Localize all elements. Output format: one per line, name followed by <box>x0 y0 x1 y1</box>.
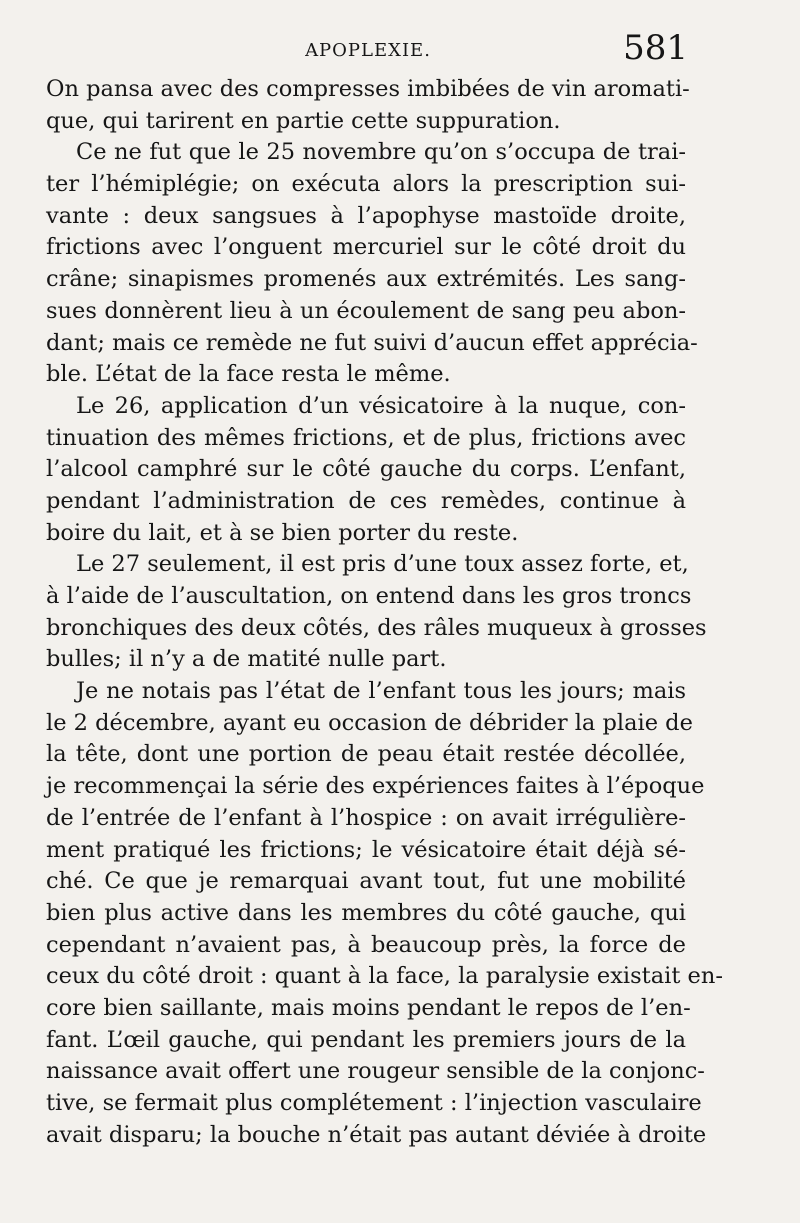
text-line: je recommençai la série des expériences faites à l’époque <box>46 773 705 800</box>
text-line: à l’aide de l’auscultation, on entend dans les gros troncs <box>46 583 692 609</box>
text-line: avait disparu; la bouche n’était pas autant déviée à droite <box>46 1121 707 1148</box>
page-header <box>48 26 688 70</box>
text-line: tinuation des mêmes frictions, et de plus, frictions avec <box>46 424 686 451</box>
text-line: Le 27 seulement, il est pris d’une toux assez forte, et, <box>76 551 689 578</box>
text-line: Ce ne fut que le 25 novembre qu’on s’occupa de trai- <box>76 139 686 166</box>
text-line: vante : deux sangsues à l’apophyse mastoïde droite, <box>46 202 686 229</box>
text-line: bronchiques des deux côtés, des râles muqueux à grosses <box>46 614 707 641</box>
text-line: fant. L’œil gauche, qui pendant les premiers jours de la <box>46 1026 686 1053</box>
text-line: de l’entrée de l’enfant à l’hospice : on avait irrégulière- <box>46 804 686 831</box>
text-line: ter l’hémiplégie; on exécuta alors la prescription sui- <box>46 171 686 198</box>
text-line: Je ne notais pas l’état de l’enfant tous les jours; mais <box>76 678 686 705</box>
text-line: bulles; il n’y a de matité nulle part. <box>46 646 447 673</box>
text-line: boire du lait, et à se bien porter du reste. <box>46 519 519 546</box>
text-line: ché. Ce que je remarquai avant tout, fut une mobilité <box>46 868 686 895</box>
text-line: crâne; sinapismes promenés aux extrémités. Les sang- <box>46 266 686 293</box>
text-line: frictions avec l’onguent mercuriel sur le côté droit du <box>46 234 686 261</box>
text-line: pendant l’administration de ces remèdes, continue à <box>46 487 686 514</box>
text-line: ceux du côté droit : quant à la face, la paralysie existait en- <box>46 963 723 990</box>
text-line: la tête, dont une portion de peau était restée décollée, <box>46 741 686 768</box>
text-line: ment pratiqué les frictions; le vésicatoire était déjà sé- <box>46 836 686 863</box>
text-line: ble. L’état de la face resta le même. <box>46 361 451 388</box>
text-line: core bien saillante, mais moins pendant le repos de l’en- <box>46 994 691 1021</box>
text-line: sues donnèrent lieu à un écoulement de sang peu abon- <box>46 297 686 324</box>
running-title: APOPLEXIE. <box>305 40 431 61</box>
text-line: On pansa avec des compresses imbibées de vin aromati- <box>46 76 690 102</box>
text-line: bien plus active dans les membres du côté gauche, qui <box>46 899 686 926</box>
text-line: tive, se fermait plus complétement : l’injection vasculaire <box>46 1090 702 1116</box>
text-line: naissance avait offert une rougeur sensible de la conjonc- <box>46 1058 705 1085</box>
text-line: le 2 décembre, ayant eu occasion de débrider la plaie de <box>46 709 693 736</box>
page-number: 581 <box>623 28 688 68</box>
text-line: l’alcool camphré sur le côté gauche du corps. L’enfant, <box>46 456 686 483</box>
text-line: que, qui tarirent en partie cette suppuration. <box>46 107 561 134</box>
text-line: cependant n’avaient pas, à beaucoup près, la force de <box>46 931 686 958</box>
body-text <box>46 74 723 1151</box>
text-line: Le 26, application d’un vésicatoire à la nuque, con- <box>76 392 686 419</box>
text-line: dant; mais ce remède ne fut suivi d’aucun effet apprécia- <box>46 329 698 356</box>
